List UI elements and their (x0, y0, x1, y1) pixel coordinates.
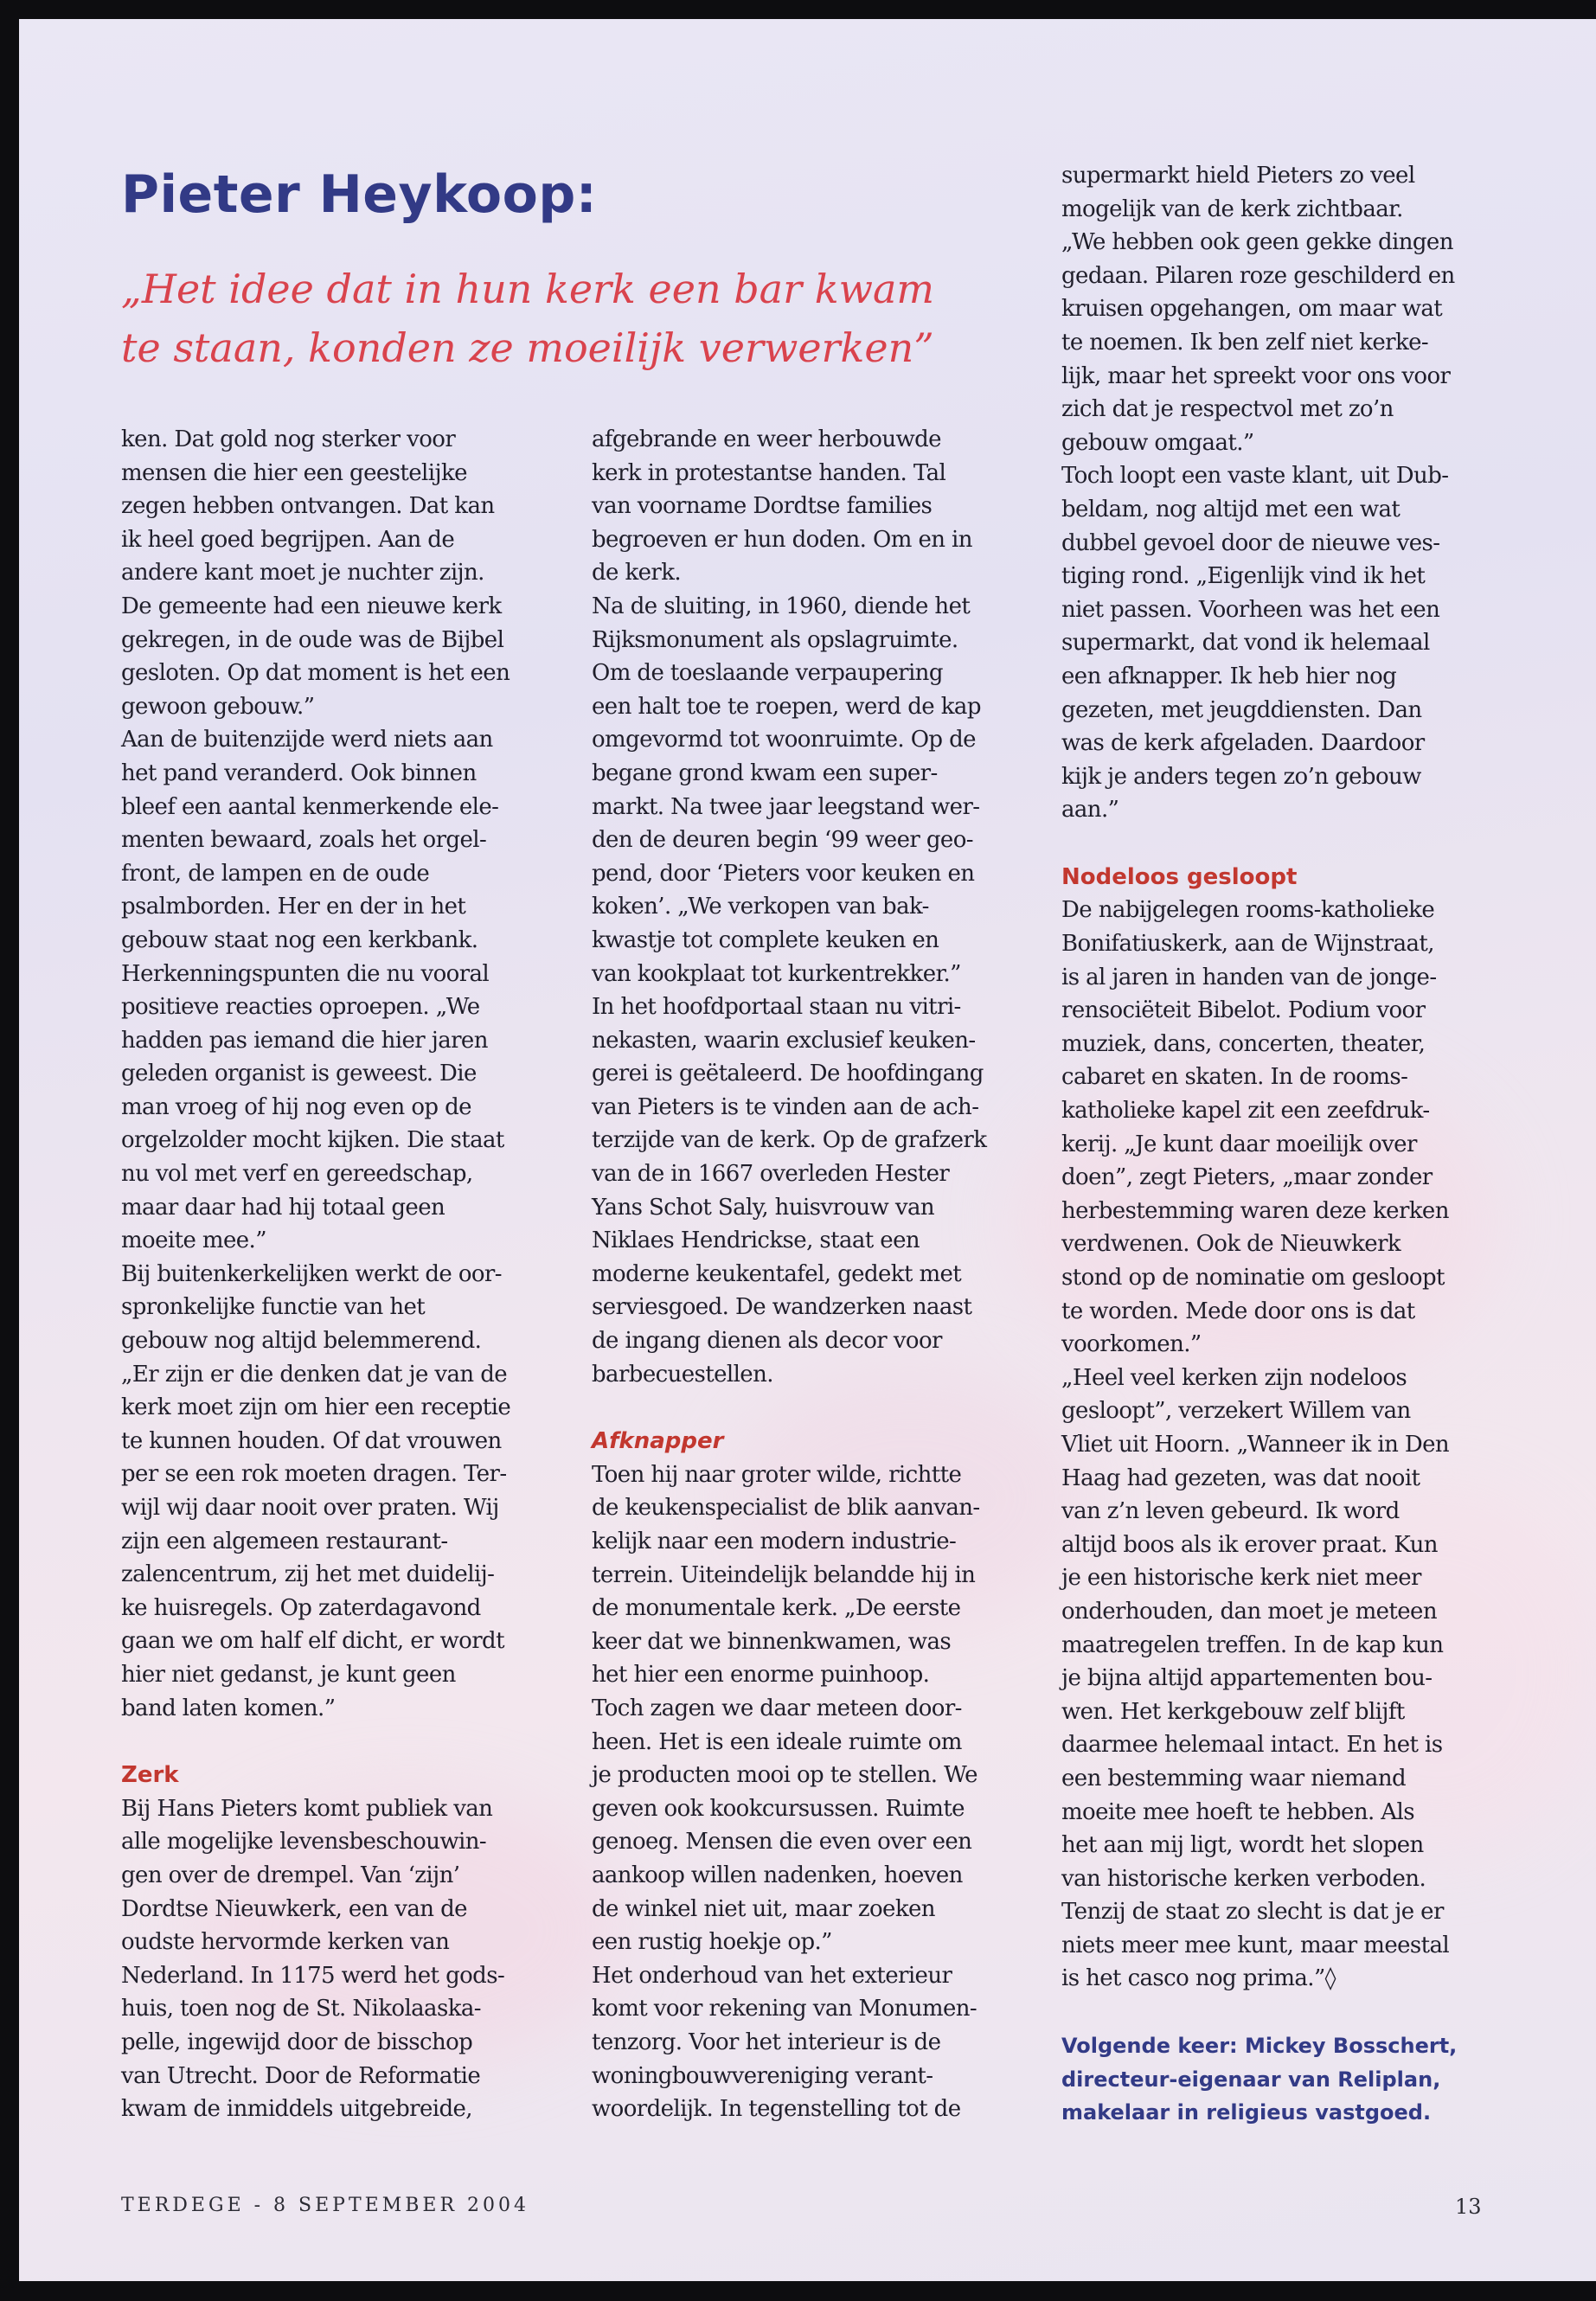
text-line: Om de toeslaande verpaupering (592, 660, 943, 687)
text-line: afgebrande en weer herbouwde (592, 426, 941, 452)
text-line: In het hoofdportaal staan nu vitri- (592, 994, 961, 1021)
text-line: Vliet uit Hoorn. „Wanneer ik in Den (1061, 1431, 1450, 1458)
text-line: dubbel gevoel door de nieuwe ves- (1061, 529, 1440, 556)
text-line: Bij buitenkerkelijken werkt de oor- (121, 1260, 502, 1287)
text-line: zalencentrum, zij het met duidelij- (121, 1561, 495, 1588)
text-line: makelaar in religieus vastgoed. (1061, 2100, 1432, 2125)
text-line: mensen die hier een geestelijke (121, 459, 467, 486)
text-line: het aan mij ligt, wordt het slopen (1061, 1832, 1424, 1859)
text-line: „We hebben ook geen gekke dingen (1061, 229, 1453, 256)
text-line: gedaan. Pilaren roze geschilderd en (1061, 262, 1455, 289)
text-line: woningbouwvereniging verant- (592, 2062, 933, 2089)
text-line: nekasten, waarin exclusief keuken- (592, 1027, 976, 1054)
text-line: gesloopt”, verzekert Willem van (1061, 1398, 1411, 1425)
text-line: doen”, zegt Pieters, „maar zonder (1061, 1164, 1433, 1191)
text-line: de winkel niet uit, maar zoeken (592, 1895, 935, 1922)
text-line: maar daar had hij totaal geen (121, 1194, 445, 1221)
text-line: te kunnen houden. Of dat vrouwen (121, 1427, 502, 1454)
text-line: zijn een algemeen restaurant- (121, 1528, 448, 1554)
text-line: Toch loopt een vaste klant, uit Dub- (1061, 463, 1449, 490)
text-line: man vroeg of hij nog even op de (121, 1093, 471, 1120)
text-line: psalmborden. Her en der in het (121, 894, 466, 920)
text-line: gekregen, in de oude was de Bijbel (121, 626, 504, 653)
text-line: pend, door ‘Pieters voor keuken en (592, 860, 975, 887)
text-line: positieve reacties oproepen. „We (121, 994, 480, 1021)
text-line: omgevormd tot woonruimte. Op de (592, 727, 976, 753)
text-line: Niklaes Hendrickse, staat een (592, 1227, 920, 1254)
text-line: gen over de drempel. Van ‘zijn’ (121, 1862, 460, 1888)
text-line: de keukenspecialist de blik aanvan- (592, 1495, 980, 1522)
text-line: serviesgoed. De wandzerken naast (592, 1294, 972, 1321)
text-line: muziek, dans, concerten, theater, (1061, 1030, 1426, 1057)
text-line: een bestemming waar niemand (1061, 1765, 1407, 1791)
text-line: was de kerk afgeladen. Daardoor (1061, 730, 1425, 757)
text-line: bleef een aantal kenmerkende ele- (121, 793, 499, 820)
text-line: van Pieters is te vinden aan de ach- (592, 1093, 979, 1120)
text-line: keer dat we binnenkwamen, was (592, 1628, 952, 1655)
text-line: hier niet gedanst, je kunt geen (121, 1661, 456, 1688)
text-line: van de in 1667 overleden Hester (592, 1161, 950, 1188)
text-line: Bij Hans Pieters komt publiek van (121, 1795, 493, 1822)
text-line: den de deuren begin ‘99 weer geo- (592, 827, 973, 854)
subheading-afknapper: Afknapper (592, 1428, 724, 1455)
text-line: is het casco nog prima.”◊ (1061, 1965, 1336, 1992)
text-line: gewoon gebouw.” (121, 693, 315, 720)
text-line: spronkelijke functie van het (121, 1294, 426, 1321)
text-line: Yans Schot Saly, huisvrouw van (592, 1194, 934, 1221)
text-line: front, de lampen en de oude (121, 860, 430, 887)
text-line: gebouw staat nog een kerkbank. (121, 926, 478, 953)
text-line: van z’n leven gebeurd. Ik word (1061, 1498, 1400, 1525)
text-line: Volgende keer: Mickey Bosschert, (1061, 2034, 1458, 2059)
text-line: band laten komen.” (121, 1695, 336, 1721)
text-line: kijk je anders tegen zo’n gebouw (1061, 763, 1421, 790)
text-line: directeur-eigenaar van Reliplan, (1061, 2067, 1441, 2092)
text-line: heen. Het is een ideale ruimte om (592, 1728, 962, 1755)
column-1-body (121, 423, 554, 1725)
text-line: genoeg. Mensen die even over een (592, 1829, 972, 1856)
text-line: Dordtse Nieuwkerk, een van de (121, 1895, 467, 1922)
text-line: Rijksmonument als opslagruimte. (592, 626, 958, 653)
text-line: niet passen. Voorheen was het een (1061, 596, 1440, 623)
text-line: ke huisregels. Op zaterdagavond (121, 1594, 481, 1621)
column-2-body (592, 423, 1024, 1391)
text-line: je bijna altijd appartementen bou- (1061, 1665, 1433, 1692)
text-line: Tenzij de staat zo slecht is dat je er (1061, 1899, 1444, 1926)
text-line: moeite mee hoeft te hebben. Als (1061, 1798, 1414, 1825)
text-line: te worden. Mede door ons is dat (1061, 1298, 1415, 1324)
text-line: kerij. „Je kunt daar moeilijk over (1061, 1131, 1417, 1157)
text-line: ken. Dat gold nog sterker voor (121, 426, 456, 452)
text-line: gebouw omgaat.” (1061, 429, 1254, 456)
text-line: gebouw nog altijd belemmerend. (121, 1328, 482, 1355)
page-number: 13 (1455, 2195, 1482, 2219)
text-line: Bonifatiuskerk, aan de Wijnstraat, (1061, 931, 1434, 958)
text-line: van kookplaat tot kurkentrekker.” (592, 960, 961, 987)
column-3-body (1061, 159, 1494, 827)
column-1-body-2 (121, 1792, 554, 2126)
footer-publication: TERDEGE - 8 SEPTEMBER 2004 (121, 2195, 530, 2216)
text-line: wen. Het kerkgebouw zelf blijft (1061, 1698, 1405, 1725)
text-line: tenzorg. Voor het interieur is de (592, 2029, 941, 2055)
text-line: per se een rok moeten dragen. Ter- (121, 1461, 507, 1488)
text-line: gesloten. Op dat moment is het een (121, 660, 510, 687)
text-line: kwam de inmiddels uitgebreide, (121, 2096, 472, 2123)
text-line: Na de sluiting, in 1960, diende het (592, 593, 971, 619)
column-2 (592, 423, 1024, 2126)
text-line: de kerk. (592, 560, 682, 586)
text-line: je producten mooi op te stellen. We (592, 1762, 977, 1789)
text-line: „Er zijn er die denken dat je van de (121, 1361, 508, 1388)
text-line: begane grond kwam een super- (592, 760, 938, 786)
column-1 (121, 423, 554, 2126)
text-line: supermarkt hield Pieters zo veel (1061, 163, 1415, 189)
text-line: je een historische kerk niet meer (1061, 1565, 1421, 1592)
text-line: gerei is geëtaleerd. De hoofdingang (592, 1061, 984, 1087)
text-line: koken’. „We verkopen van bak- (592, 894, 929, 920)
text-line: van Utrecht. Door de Reformatie (121, 2062, 481, 2089)
magazine-page (19, 19, 1596, 2281)
text-line: terzijde van de kerk. Op de grafzerk (592, 1127, 987, 1154)
text-line: aankoop willen nadenken, hoeven (592, 1862, 963, 1888)
text-line: zich dat je respectvol met zo’n (1061, 396, 1394, 423)
text-line: kerk in protestantse handen. Tal (592, 459, 946, 486)
text-line: kerk moet zijn om hier een receptie (121, 1394, 511, 1421)
text-line: katholieke kapel zit een zeefdruk- (1061, 1098, 1430, 1125)
text-line: geven ook kookcursussen. Ruimte (592, 1795, 965, 1822)
text-line: niets meer mee kunt, maar meestal (1061, 1932, 1450, 1958)
text-line: huis, toen nog de St. Nikolaaska- (121, 1996, 481, 2022)
text-line: „Heel veel kerken zijn nodeloos (1061, 1364, 1407, 1391)
text-line: daarmee helemaal intact. En het is (1061, 1732, 1443, 1759)
text-line: maatregelen treffen. In de kap kun (1061, 1631, 1444, 1658)
text-line: kruisen opgehangen, om maar wat (1061, 296, 1443, 323)
article-pull-quote: „Het idee dat in hun kerk een bar kwam te staan, konden ze moeilijk verwerken” (121, 266, 934, 371)
text-line: De nabijgelegen rooms-katholieke (1061, 897, 1435, 924)
text-line: een afknapper. Ik heb hier nog (1061, 663, 1397, 689)
text-line: kelijk naar een modern industrie- (592, 1529, 957, 1554)
text-line: moeite mee.” (121, 1227, 266, 1254)
text-line: ik heel goed begrijpen. Aan de (121, 526, 455, 553)
text-line: herbestemming waren deze kerken (1061, 1197, 1449, 1224)
text-line: lijk, maar het spreekt voor ons voor (1061, 362, 1451, 389)
subheading-nodeloos-gesloopt: Nodeloos gesloopt (1061, 863, 1298, 890)
text-line: markt. Na twee jaar leegstand wer- (592, 793, 980, 820)
text-line: orgelzolder mocht kijken. Die staat (121, 1127, 504, 1154)
text-line: barbecuestellen. (592, 1361, 773, 1388)
text-line: rensociëteit Bibelot. Podium voor (1061, 997, 1426, 1024)
text-line: voorkomen.” (1061, 1331, 1202, 1358)
text-line: Het onderhoud van het exterieur (592, 1962, 952, 1989)
text-line: Toch zagen we daar meteen door- (592, 1695, 962, 1721)
text-line: nu vol met verf en gereedschap, (121, 1161, 473, 1188)
text-line: komt voor rekening van Monumen- (592, 1996, 977, 2022)
subheading-zerk: Zerk (121, 1762, 179, 1789)
text-line: altijd boos als ik erover praat. Kun (1061, 1531, 1438, 1558)
text-line: woordelijk. In tegenstelling tot de (592, 2096, 961, 2123)
text-line: Nederland. In 1175 werd het gods- (121, 1962, 505, 1989)
text-line: kwastje tot complete keuken en (592, 926, 939, 953)
text-line: alle mogelijke levensbeschouwin- (121, 1829, 487, 1856)
text-line: zegen hebben ontvangen. Dat kan (121, 493, 495, 520)
text-line: stond op de nominatie om gesloopt (1061, 1265, 1445, 1291)
text-line: is al jaren in handen van de jonge- (1061, 964, 1437, 990)
text-line: Herkenningspunten die nu vooral (121, 960, 490, 987)
column-2-body-2 (592, 1458, 1024, 2126)
column-3-body-2 (1061, 894, 1494, 1996)
text-line: verdwenen. Ook de Nieuwkerk (1061, 1231, 1401, 1258)
text-line: andere kant moet je nuchter zijn. (121, 560, 484, 586)
text-line: mogelijk van de kerk zichtbaar. (1061, 195, 1403, 222)
next-issue-teaser (1061, 2029, 1494, 2130)
text-line: begroeven er hun doden. Om en in (592, 526, 972, 553)
article-title: Pieter Heykoop: (121, 164, 598, 225)
text-line: De gemeente had een nieuwe kerk (121, 593, 502, 619)
text-line: Haag had gezeten, was dat nooit (1061, 1465, 1420, 1491)
text-line: wijl wij daar nooit over praten. Wij (121, 1495, 499, 1521)
text-line: supermarkt, dat vond ik helemaal (1061, 630, 1430, 657)
column-3 (1061, 159, 1494, 2130)
text-line: de monumentale kerk. „De eerste (592, 1595, 961, 1622)
text-line: aan.” (1061, 797, 1119, 824)
text-line: Toen hij naar groter wilde, richtte (592, 1461, 962, 1488)
text-line: het hier een enorme puinhoop. (592, 1662, 930, 1689)
text-line: Aan de buitenzijde werd niets aan (121, 727, 493, 753)
text-line: menten bewaard, zoals het orgel- (121, 827, 487, 854)
text-line: gaan we om half elf dicht, er wordt (121, 1628, 504, 1655)
text-line: hadden pas iemand die hier jaren (121, 1027, 488, 1054)
text-line: onderhouden, dan moet je meteen (1061, 1598, 1437, 1625)
text-line: een halt toe te roepen, werd de kap (592, 693, 981, 720)
text-line: gezeten, met jeugddiensten. Dan (1061, 696, 1422, 723)
text-line: de ingang dienen als decor voor (592, 1328, 942, 1355)
text-line: pelle, ingewijd door de bisschop (121, 2029, 473, 2055)
text-line: beldam, nog altijd met een wat (1061, 496, 1401, 522)
text-line: terrein. Uiteindelijk belandde hij in (592, 1561, 976, 1588)
text-line: te noemen. Ik ben zelf niet kerke- (1061, 329, 1429, 356)
text-line: cabaret en skaten. In de rooms- (1061, 1064, 1408, 1091)
text-line: een rustig hoekje op.” (592, 1929, 832, 1956)
text-line: moderne keukentafel, gedekt met (592, 1260, 962, 1287)
text-line: tiging rond. „Eigenlijk vind ik het (1061, 563, 1426, 590)
text-line: oudste hervormde kerken van (121, 1929, 450, 1956)
text-line: van historische kerken verboden. (1061, 1865, 1426, 1892)
text-line: geleden organist is geweest. Die (121, 1061, 477, 1087)
text-line: van voorname Dordtse families (592, 493, 933, 520)
text-line: het pand veranderd. Ook binnen (121, 760, 477, 786)
